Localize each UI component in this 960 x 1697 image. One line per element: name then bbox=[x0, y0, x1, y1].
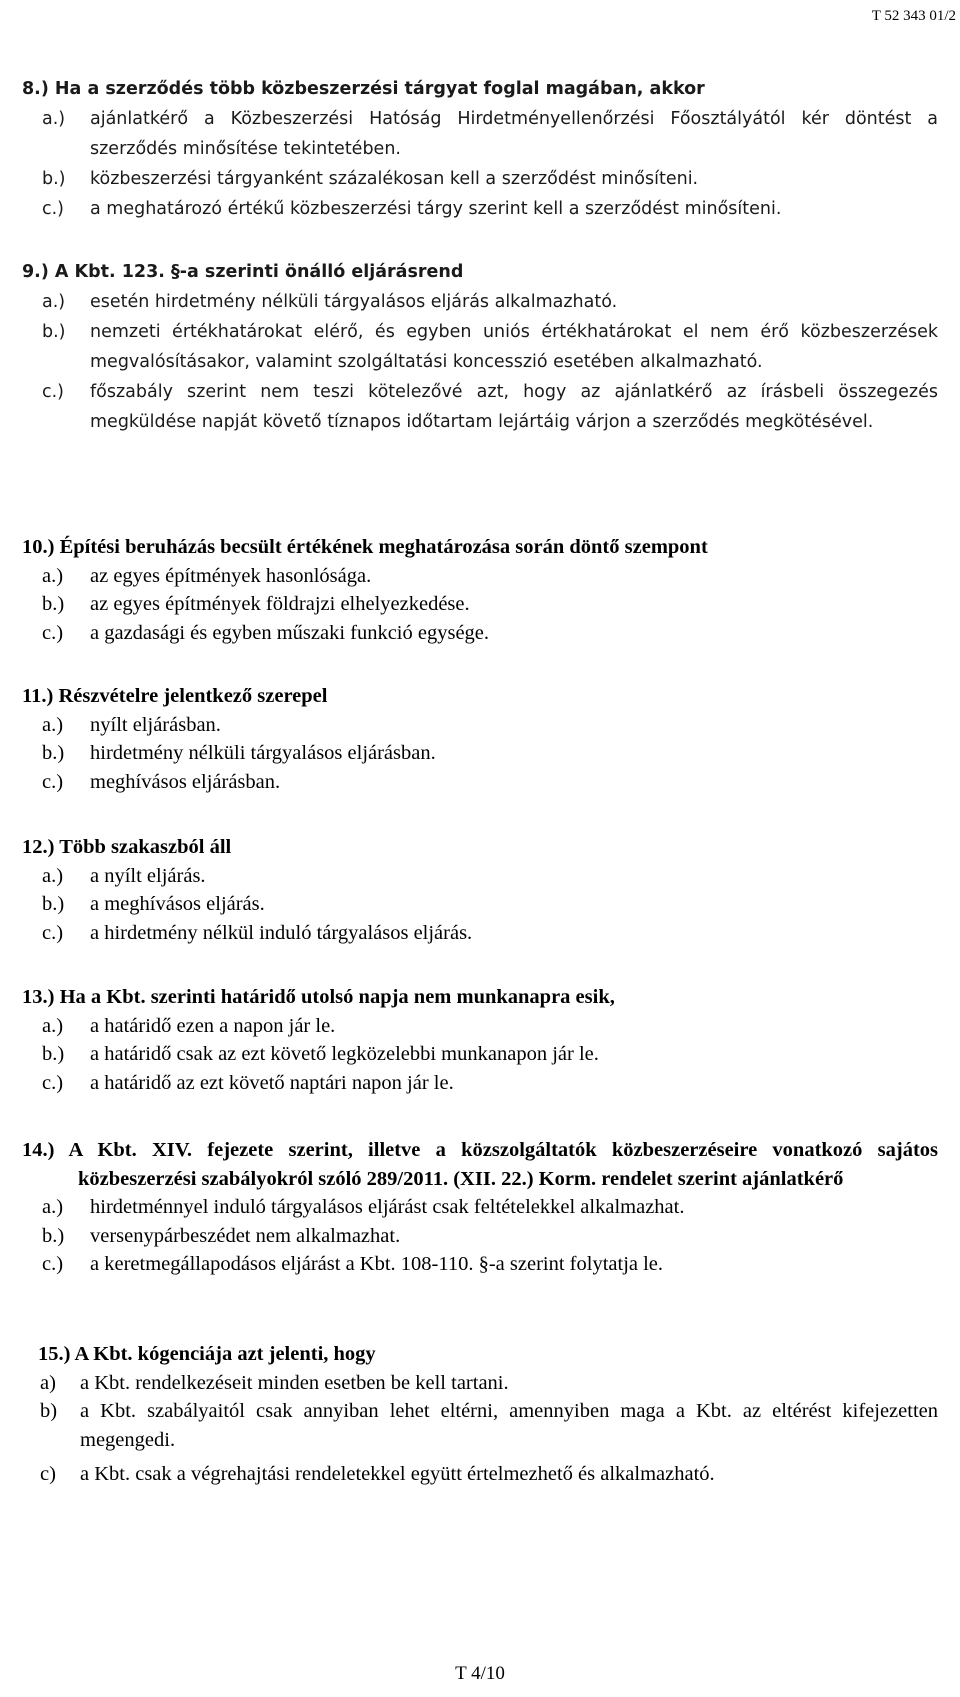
option-text: a határidő csak az ezt követő legközelebbi munkanapon jár le. bbox=[90, 1043, 599, 1065]
question-11-option-c bbox=[22, 768, 938, 797]
question-12-title: 12.) Több szakaszból áll bbox=[22, 836, 232, 858]
option-text: a határidő ezen a napon jár le. bbox=[90, 1014, 336, 1037]
option-letter: b.) bbox=[42, 1224, 65, 1247]
question-10-option-a bbox=[22, 562, 938, 591]
option-letter: a) bbox=[40, 1371, 56, 1394]
document-code: T 52 343 01/2 bbox=[871, 8, 956, 24]
option-text: a Kbt. szabályaitól csak annyiban lehet eltérni, amennyiben maga a Kbt. az eltérést kifejezetten megengedi. bbox=[80, 1400, 938, 1451]
question-11-option-a bbox=[22, 711, 938, 740]
question-12-option-b bbox=[22, 890, 938, 919]
option-text: a gazdasági és egyben műszaki funkció egysége. bbox=[90, 621, 490, 644]
option-text: nyílt eljárásban. bbox=[90, 713, 221, 736]
question-15 bbox=[38, 1340, 938, 1489]
question-15-option-c bbox=[38, 1460, 938, 1489]
option-letter: c.) bbox=[42, 621, 64, 644]
option-letter: b.) bbox=[42, 593, 65, 615]
option-text: versenypárbeszédet nem alkalmazhat. bbox=[90, 1224, 401, 1247]
question-12-option-a bbox=[22, 862, 938, 891]
option-text: a Kbt. csak a végrehajtási rendeletekkel együtt értelmezhető és alkalmazható. bbox=[80, 1463, 715, 1485]
option-text: az egyes építmények földrajzi elhelyezkedése. bbox=[90, 593, 470, 615]
option-text: az egyes építmények hasonlósága. bbox=[90, 564, 372, 587]
question-12-option-c bbox=[22, 919, 938, 948]
option-text: a Kbt. rendelkezéseit minden esetben be kell tartani. bbox=[80, 1371, 509, 1394]
question-10 bbox=[22, 533, 938, 647]
option-text: főszabály szerint nem teszi kötelezővé azt, hogy az ajánlatkérő az írásbeli összegezés megküldése napját követő tíznapos időtartam lejártáig várjon a szerződés megkötésével. bbox=[90, 382, 938, 432]
question-13-option-b bbox=[22, 1040, 938, 1069]
option-text: közbeszerzési tárgyanként százalékosan kell a szerződést minősíteni. bbox=[90, 169, 699, 189]
option-text: esetén hirdetmény nélküli tárgyalásos eljárás alkalmazható. bbox=[90, 292, 618, 312]
question-11 bbox=[22, 682, 938, 796]
question-13 bbox=[22, 983, 938, 1097]
option-letter: b.) bbox=[42, 1043, 65, 1065]
question-9-option-a bbox=[22, 287, 938, 317]
option-letter: a.) bbox=[42, 1014, 64, 1037]
option-letter: a.) bbox=[42, 292, 66, 312]
question-9-option-c bbox=[22, 377, 938, 437]
option-letter: b.) bbox=[42, 893, 65, 915]
option-letter: a.) bbox=[42, 864, 64, 887]
option-letter: a.) bbox=[42, 1196, 64, 1218]
option-text: a hirdetmény nélkül induló tárgyalásos eljárás. bbox=[90, 921, 473, 944]
option-letter: c.) bbox=[42, 770, 64, 793]
question-8-title: 8.) Ha a szerződés több közbeszerzési tárgyat foglal magában, akkor bbox=[22, 79, 705, 99]
option-letter: c) bbox=[40, 1463, 56, 1485]
question-8 bbox=[22, 74, 938, 224]
question-14-title: 14.) A Kbt. XIV. fejezete szerint, illetve a közszolgáltatók közbeszerzéseire vonatkozó sajátos közbeszerzési szabályokról szóló 289/2011. (XII. 22.) Korm. rendelet szerint ajánlatkérő bbox=[22, 1139, 938, 1190]
option-text: a határidő az ezt követő naptári napon jár le. bbox=[90, 1071, 454, 1094]
option-letter: a.) bbox=[42, 713, 64, 736]
option-letter: b.) bbox=[42, 742, 65, 764]
option-letter: c.) bbox=[42, 1253, 64, 1275]
option-letter: c.) bbox=[42, 199, 65, 219]
question-11-option-b bbox=[22, 739, 938, 768]
option-letter: a.) bbox=[42, 564, 64, 587]
option-letter: b) bbox=[40, 1400, 58, 1422]
question-14 bbox=[22, 1136, 938, 1279]
option-text: meghívásos eljárásban. bbox=[90, 770, 281, 793]
question-9-option-b bbox=[22, 317, 938, 377]
option-text: hirdetménnyel induló tárgyalásos eljárást csak feltételekkel alkalmazhat. bbox=[90, 1196, 685, 1218]
option-text: a keretmegállapodásos eljárást a Kbt. 108-110. §-a szerint folytatja le. bbox=[90, 1253, 664, 1275]
option-text: a meghatározó értékű közbeszerzési tárgy szerint kell a szerződést minősíteni. bbox=[90, 199, 782, 219]
question-13-option-c bbox=[22, 1069, 938, 1098]
page-number: T 4/10 bbox=[455, 1663, 505, 1684]
question-13-title: 13.) Ha a Kbt. szerinti határidő utolsó napja nem munkanapra esik, bbox=[22, 986, 615, 1008]
option-letter: c.) bbox=[42, 921, 64, 944]
option-letter: b.) bbox=[42, 322, 66, 342]
question-15-option-a bbox=[38, 1369, 938, 1398]
question-15-title: 15.) A Kbt. kógenciája azt jelenti, hogy bbox=[38, 1343, 376, 1365]
option-letter: b.) bbox=[42, 169, 66, 189]
option-text: a meghívásos eljárás. bbox=[90, 893, 265, 915]
option-letter: c.) bbox=[42, 1071, 64, 1094]
question-14-option-c bbox=[22, 1250, 938, 1279]
question-15-option-b bbox=[38, 1397, 938, 1454]
option-letter: c.) bbox=[42, 382, 65, 402]
question-10-option-b bbox=[22, 590, 938, 619]
question-11-title: 11.) Részvételre jelentkező szerepel bbox=[22, 685, 328, 707]
question-9 bbox=[22, 257, 938, 437]
option-text: ajánlatkérő a Közbeszerzési Hatóság Hirdetményellenőrzési Főosztályától kér döntést a szerződés minősítése tekintetében. bbox=[90, 109, 938, 159]
question-8-option-a bbox=[22, 104, 938, 164]
question-10-option-c bbox=[22, 619, 938, 648]
question-10-title: 10.) Építési beruházás becsült értékének meghatározása során döntő szempont bbox=[22, 536, 708, 558]
question-8-option-c bbox=[22, 194, 938, 224]
option-letter: a.) bbox=[42, 109, 66, 129]
option-text: a nyílt eljárás. bbox=[90, 864, 206, 887]
question-13-option-a bbox=[22, 1012, 938, 1041]
question-9-title: 9.) A Kbt. 123. §-a szerinti önálló eljárásrend bbox=[22, 262, 464, 282]
question-14-option-b bbox=[22, 1222, 938, 1251]
option-text: nemzeti értékhatárokat elérő, és egyben uniós értékhatárokat el nem érő közbeszerzések megvalósításakor, valamint szolgáltatási koncesszió esetében alkalmazható. bbox=[90, 322, 938, 372]
question-8-option-b bbox=[22, 164, 938, 194]
question-12 bbox=[22, 833, 938, 947]
question-14-option-a bbox=[22, 1193, 938, 1222]
option-text: hirdetmény nélküli tárgyalásos eljárásban. bbox=[90, 742, 436, 764]
